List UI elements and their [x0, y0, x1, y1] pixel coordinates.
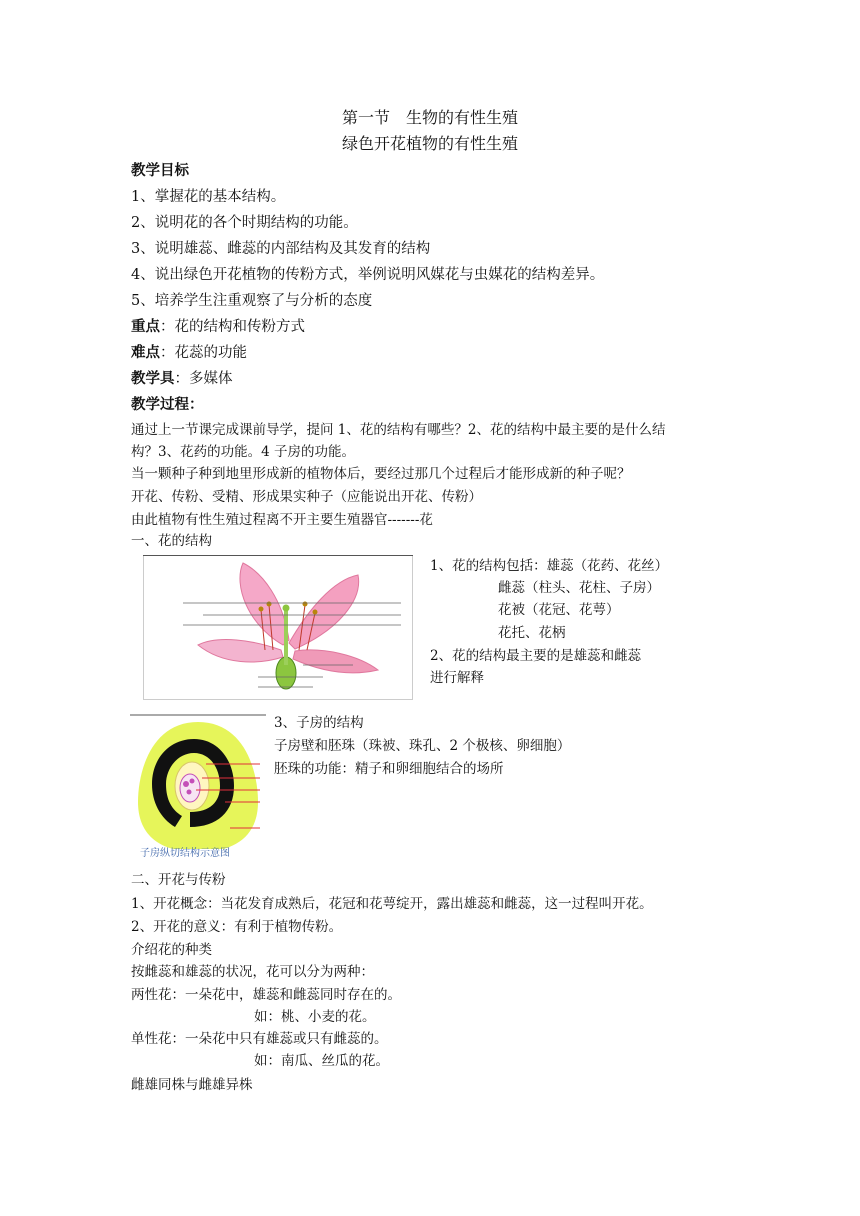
objective-item: 2、说明花的各个时期结构的功能。 [131, 215, 358, 231]
difficult-point-label: 难点 [131, 344, 160, 361]
teaching-tools [131, 369, 233, 389]
section2-line: 单性花：一朵花中只有雄蕊或只有雌蕊的。 [131, 1031, 388, 1047]
difficult-point-text: ：花蕊的功能 [160, 345, 247, 361]
section2-line: 介绍花的种类 [131, 942, 212, 958]
section2-line: 如：桃、小麦的花。 [254, 1009, 376, 1025]
process-heading: 教学过程： [131, 396, 204, 413]
key-point-label: 重点 [131, 318, 160, 335]
key-point [131, 317, 305, 337]
ovary-line: 胚珠的功能：精子和卵细胞结合的场所 [274, 761, 504, 777]
key-point-text: ：花的结构和传粉方式 [160, 319, 305, 335]
ovary-line: 3、子房的结构 [274, 715, 364, 731]
section2-line: 按雌蕊和雄蕊的状况，花可以分为两种： [131, 964, 374, 980]
section2-line: 如：南瓜、丝瓜的花。 [254, 1053, 389, 1069]
objective-item: 3、说明雄蕊、雌蕊的内部结构及其发育的结构 [131, 241, 431, 257]
section1-heading: 一、花的结构 [131, 533, 212, 549]
objective-item: 5、培养学生注重观察了与分析的态度 [131, 293, 373, 309]
structure-line: 1、花的结构包括：雄蕊（花药、花丝） [430, 558, 669, 574]
section2-line: 两性花：一朵花中，雄蕊和雌蕊同时存在的。 [131, 987, 401, 1003]
process-line: 构？3、花药的功能。4 子房的功能。 [131, 444, 355, 460]
ovary-line: 子房壁和胚珠（珠被、珠孔、2 个极核、卵细胞） [274, 738, 571, 754]
section2-line: 1、开花概念：当花发育成熟后，花冠和花萼绽开，露出雄蕊和雌蕊，这一过程叫开花。 [131, 896, 653, 912]
objective-item: 4、说出绿色开花植物的传粉方式，举例说明风媒花与虫媒花的结构差异。 [131, 267, 605, 283]
objective-item: 1、掌握花的基本结构。 [131, 189, 286, 205]
ovary-section-image [130, 712, 266, 864]
process-line: 当一颗种子种到地里形成新的植物体后，要经过那几个过程后才能形成新的种子呢？ [131, 466, 631, 482]
process-line: 开花、传粉、受精、形成果实种子（应能说出开花、传粉） [131, 489, 482, 505]
section2-line: 雌雄同株与雌雄异株 [131, 1077, 253, 1093]
process-line: 通过上一节课完成课前导学，提问 1、花的结构有哪些？2、花的结构中最主要的是什么结 [131, 422, 666, 438]
page-subtitle: 绿色开花植物的有性生殖 [341, 134, 518, 153]
structure-line: 2、花的结构最主要的是雄蕊和雌蕊 [430, 648, 642, 664]
structure-line: 雌蕊（柱头、花柱、子房） [498, 580, 660, 596]
structure-line: 花被（花冠、花萼） [498, 602, 620, 618]
structure-line: 花托、花柄 [498, 625, 566, 641]
ovary-caption: 子房纵切结构示意图 [140, 848, 230, 859]
structure-line: 进行解释 [430, 670, 484, 686]
teaching-tools-text: ：多媒体 [174, 371, 233, 387]
process-line: 由此植物有性生殖过程离不开主要生殖器官-------花 [131, 512, 433, 528]
flower-structure-image [143, 555, 413, 700]
teaching-tools-label: 教学具 [131, 370, 175, 387]
section2-heading: 二、开花与传粉 [131, 872, 226, 888]
objectives-heading: 教学目标 [131, 162, 189, 179]
section2-line: 2、开花的意义：有利于植物传粉。 [131, 919, 343, 935]
difficult-point [131, 343, 247, 363]
page-title: 第一节 生物的有性生殖 [341, 108, 518, 127]
